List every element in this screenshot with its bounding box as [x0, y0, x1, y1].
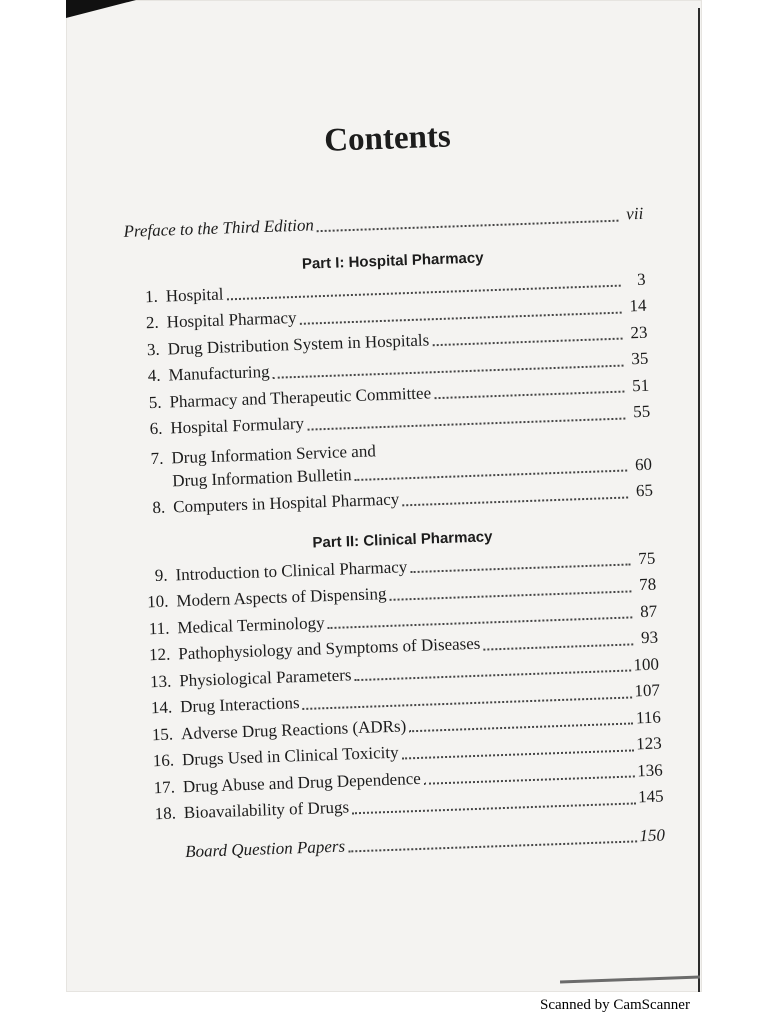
toc-entry-number: 13.	[149, 671, 172, 691]
toc-entry-page: 35	[630, 348, 649, 369]
page-title: Contents	[323, 118, 452, 159]
dot-leader	[484, 643, 634, 650]
dot-leader	[424, 775, 635, 784]
toc-entry-number: 1.	[144, 286, 159, 306]
toc-entry-page: 107	[634, 680, 661, 701]
toc-entry-page: 65	[635, 480, 654, 501]
toc-entry-label: Pathophysiology and Symptoms of Diseases	[177, 633, 481, 664]
dot-leader	[432, 338, 622, 347]
toc-entry-label: Manufacturing	[168, 361, 270, 385]
toc-entry-number: 8.	[152, 497, 166, 518]
toc-entry-label: Computers in Hospital Pharmacy	[172, 489, 400, 517]
toc-entry-label: Drug Interactions	[179, 693, 300, 717]
toc-entry-label: Modern Aspects of Dispensing	[176, 583, 387, 611]
dot-leader	[434, 391, 624, 400]
toc-entry-page: 51	[631, 375, 650, 395]
toc-entry-label: Drug Information Bulletin	[171, 464, 352, 490]
part-heading: Part II: Clinical Pharmacy	[312, 527, 493, 552]
toc-entry-page: 116	[635, 706, 662, 727]
toc-entry-number: 18.	[154, 803, 177, 824]
toc-entry-preface	[123, 201, 644, 246]
toc-entry-label: Bioavailability of Drugs	[183, 797, 350, 823]
part-list	[125, 266, 653, 522]
toc-entry-label: Drugs Used in Clinical Toxicity	[181, 742, 399, 770]
toc-entry-number: 7.	[150, 448, 164, 468]
dot-leader	[352, 802, 635, 814]
scanner-watermark: Scanned by CamScanner	[540, 997, 690, 1013]
part-heading: Part I: Hospital Pharmacy	[301, 248, 484, 273]
dot-leader	[410, 563, 630, 573]
dot-leader	[348, 840, 636, 852]
toc-entry-label: Pharmacy and Therapeutic Committee	[169, 382, 432, 411]
toc-entry-label: Preface to the Third Edition	[123, 215, 315, 241]
toc-entry-page: 93	[640, 627, 659, 648]
toc-entry-page: 136	[636, 759, 663, 780]
toc-entry-label: Drug Distribution System in Hospitals	[167, 329, 430, 358]
toc-entry-number: 14.	[150, 697, 173, 718]
part-list	[135, 545, 664, 828]
toc-entry-number: 16.	[152, 750, 175, 771]
dot-leader	[390, 590, 632, 600]
dot-leader	[402, 749, 634, 759]
toc-entry-label: Introduction to Clinical Pharmacy	[175, 556, 408, 584]
toc-entry-number: 11.	[148, 618, 170, 638]
toc-entry-number: 12.	[148, 644, 171, 665]
toc-entry-label: Adverse Drug Reactions (ADRs)	[180, 715, 407, 743]
toc-entry-number: 9.	[154, 565, 168, 585]
toc-entry-label: Drug Information Service and	[171, 440, 377, 467]
table-of-contents	[120, 112, 665, 867]
toc-entry-page: 60	[634, 454, 653, 474]
toc-entry-label: Hospital Pharmacy	[166, 307, 297, 332]
toc-entry-page: 3	[636, 269, 646, 289]
toc-entry-label: Board Question Papers	[184, 836, 346, 861]
toc-entry-number: 15.	[151, 724, 174, 744]
toc-entry-page: vii	[625, 203, 644, 224]
toc-entry-page: 145	[637, 786, 664, 807]
toc-entry-page: 55	[632, 401, 651, 422]
toc-entry-label: Hospital Formulary	[170, 413, 305, 438]
toc-entry-page: 123	[635, 733, 663, 754]
toc-entry-page: 100	[633, 654, 660, 674]
dot-leader	[402, 496, 628, 506]
toc-entry-page: 150	[639, 824, 666, 845]
page-edge	[698, 8, 700, 992]
toc-entry-label: Hospital	[165, 283, 224, 305]
toc-entry-number: 5.	[148, 392, 162, 412]
toc-entry-page: 78	[638, 574, 657, 595]
dot-leader	[317, 219, 618, 232]
toc-entry-page: 75	[637, 548, 656, 568]
toc-entry-label: Medical Terminology	[177, 612, 325, 637]
toc-entry-number: 17.	[153, 776, 176, 797]
toc-entry-number: 6.	[149, 418, 163, 439]
toc-entry-page: 14	[629, 295, 647, 316]
toc-entry-label: Drug Abuse and Drug Dependence	[182, 768, 422, 796]
toc-entry-number: 2.	[145, 312, 160, 333]
toc-entry-number: 4.	[147, 365, 161, 386]
toc-entry-page: 87	[639, 601, 658, 621]
toc-entry-number: 3.	[146, 339, 160, 359]
toc-entry-number: 10.	[146, 591, 169, 612]
dot-leader	[409, 722, 633, 732]
toc-entry-label: Physiological Parameters	[178, 664, 352, 690]
toc-entry-page: 23	[630, 322, 648, 342]
